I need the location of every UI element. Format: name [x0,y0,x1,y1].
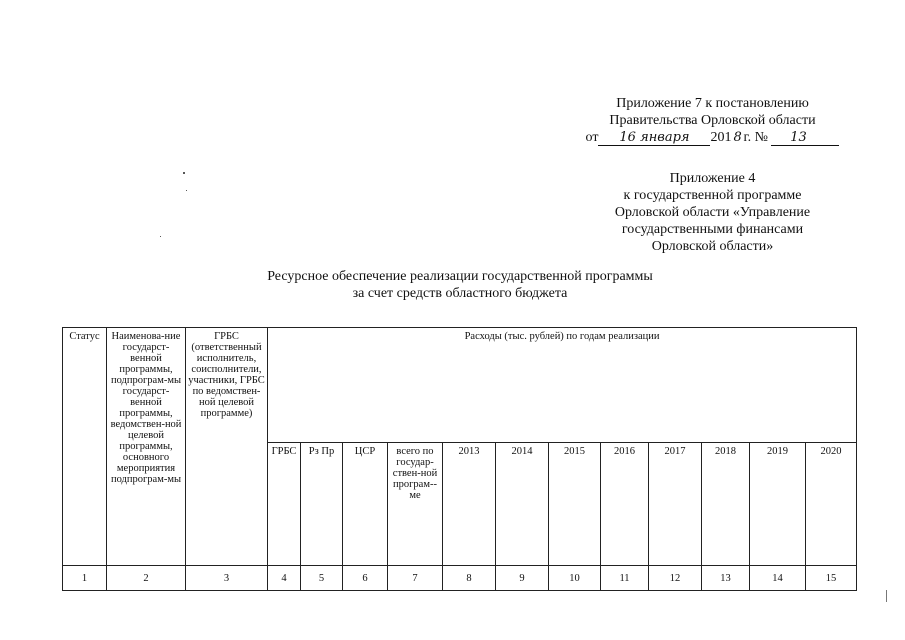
header-expenses: Расходы (тыс. рублей) по годам реализации [268,328,857,443]
column-number: 11 [601,566,649,591]
subheader-year-2015: 2015 [549,443,601,566]
subheader-rz-pr: Рз Пр [301,443,343,566]
scan-speck [160,236,161,237]
header-status: Статус [63,328,107,566]
subheader-year-2019: 2019 [750,443,806,566]
handwritten-year-digit: 8 [733,130,742,145]
table-header-row [63,328,857,443]
appendix-4-line-3: Орловской области «Управление [614,205,811,220]
column-number: 6 [343,566,388,591]
column-number: 14 [750,566,806,591]
appendix-7-date-line [586,129,840,146]
appendix-4-line-5: Орловской области» [651,239,774,254]
subheader-year-2014: 2014 [496,443,549,566]
column-number: 15 [806,566,857,591]
appendix-4-line-4: государственными финансами [621,222,804,237]
from-label: от [585,130,599,145]
column-number: 2 [107,566,186,591]
header-program-name: Наименова-ние государст-венной программы, подпрограм-мы государст-венной программы, ведомствен-ной целевой программы, основного мероприятия подпрограм-мы [107,328,186,566]
resource-table [62,327,857,591]
document-title [170,268,750,302]
appendix-4-line-1: Приложение 4 [669,171,756,186]
column-number: 12 [649,566,702,591]
subheader-year-2018: 2018 [702,443,750,566]
number-underline [825,133,839,146]
column-number: 4 [268,566,301,591]
appendix-4-line-2: к государственной программе [623,188,802,203]
column-number: 7 [388,566,443,591]
handwritten-date: 16 января [598,131,710,146]
column-number: 3 [186,566,268,591]
subheader-grbs: ГРБС [268,443,301,566]
title-line-2: за счет средств областного бюджета [352,286,568,301]
column-number: 5 [301,566,343,591]
header-grbs-responsible: ГРБС (ответственный исполнитель, соисполнители, участники, ГРБС по ведомствен-ной целевой программе) [186,328,268,566]
column-number: 1 [63,566,107,591]
column-number: 8 [443,566,496,591]
scan-speck [183,172,185,174]
appendix-4-block [540,170,885,255]
year-suffix-number-label: г. № [743,130,768,145]
scan-edge-mark [886,590,887,602]
subheader-year-2016: 2016 [601,443,649,566]
subheader-total: всего по государ-ствен-ной програм--ме [388,443,443,566]
subheader-year-2013: 2013 [443,443,496,566]
column-number: 13 [702,566,750,591]
column-number: 10 [549,566,601,591]
scan-speck [186,190,187,191]
appendix-7-line-2: Правительства Орловской области [609,113,816,128]
subheader-year-2017: 2017 [649,443,702,566]
title-line-1: Ресурсное обеспечение реализации государственной программы [267,269,653,284]
year-prefix: 201 [710,130,732,145]
column-number: 9 [496,566,549,591]
handwritten-decree-number: 13 [771,131,825,146]
column-number-row [63,566,857,591]
appendix-7-line-1: Приложение 7 к постановлению [616,96,809,111]
subheader-year-2020: 2020 [806,443,857,566]
subheader-csr: ЦСР [343,443,388,566]
appendix-7-block [540,95,885,146]
